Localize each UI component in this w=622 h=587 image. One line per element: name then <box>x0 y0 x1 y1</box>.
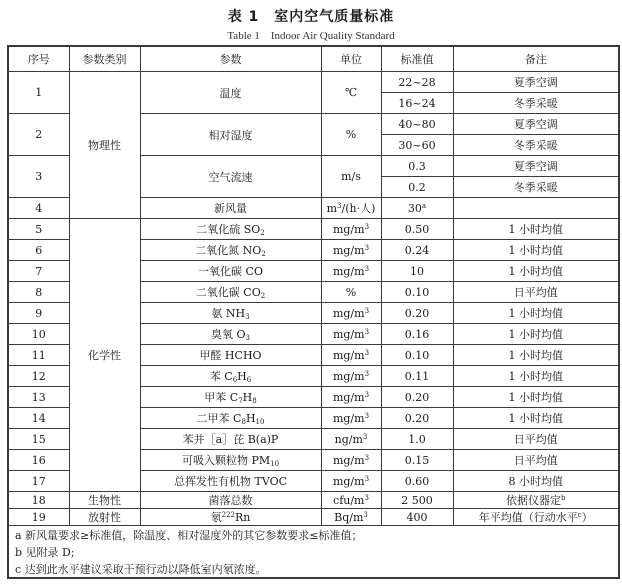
row-value: 22~28 <box>381 72 453 93</box>
row-no: 1 <box>8 72 69 114</box>
header-category: 参数类别 <box>69 46 140 72</box>
category-physical: 物理性 <box>69 72 140 219</box>
row-remark: 冬季采暖 <box>453 177 619 198</box>
row-remark: 1 小时均值 <box>453 366 619 387</box>
row-remark: 日平均值 <box>453 450 619 471</box>
row-unit: $mg/m^3$ <box>321 471 381 492</box>
row-unit: % <box>321 282 381 303</box>
row-param: 氡$^{222}$Rn <box>140 509 321 526</box>
row-param: 空气流速 <box>140 156 321 198</box>
row-param: 甲醛 HCHO <box>140 345 321 366</box>
row-remark: 依据仪器定$^b$ <box>453 492 619 509</box>
row-unit: $Bq/m^3$ <box>321 509 381 526</box>
footnote-row <box>8 543 619 560</box>
row-no: 3 <box>8 156 69 198</box>
row-no: 6 <box>8 240 69 261</box>
category-chemical: 化学性 <box>69 219 140 492</box>
row-param: 二氧化碳 $CO_2$ <box>140 282 321 303</box>
row-no: 18 <box>8 492 69 509</box>
row-value: 10 <box>381 261 453 282</box>
row-unit: $mg/m^3$ <box>321 303 381 324</box>
row-value: 2 500 <box>381 492 453 509</box>
row-param: 二氧化硫 $SO_2$ <box>140 219 321 240</box>
row-unit: ℃ <box>321 72 381 114</box>
row-value: 0.60 <box>381 471 453 492</box>
row-unit: % <box>321 114 381 156</box>
row-no: 10 <box>8 324 69 345</box>
table-subtitle: Table 1 Indoor Air Quality Standard <box>227 30 395 42</box>
row-no: 11 <box>8 345 69 366</box>
row-value: 0.15 <box>381 450 453 471</box>
row-unit: $mg/m^3$ <box>321 261 381 282</box>
row-remark: 冬季采暖 <box>453 135 619 156</box>
row-param: 臭氧 $O_3$ <box>140 324 321 345</box>
row-remark: 1 小时均值 <box>453 261 619 282</box>
row-value: 0.20 <box>381 408 453 429</box>
row-value: 0.3 <box>381 156 453 177</box>
row-remark: 8 小时均值 <box>453 471 619 492</box>
row-value: 0.2 <box>381 177 453 198</box>
row-no: 7 <box>8 261 69 282</box>
footnote-row <box>8 560 619 578</box>
header-parameter: 参数 <box>140 46 321 72</box>
row-remark: 1 小时均值 <box>453 387 619 408</box>
row-no: 8 <box>8 282 69 303</box>
footnote-a: a 新风量要求≥标准值，除温度、相对湿度外的其它参数要求≤标准值； <box>8 526 619 544</box>
row-unit: $mg/m^3$ <box>321 219 381 240</box>
row-unit: $mg/m^3$ <box>321 345 381 366</box>
row-no: 4 <box>8 198 69 219</box>
header-unit: 单位 <box>321 46 381 72</box>
row-param: 温度 <box>140 72 321 114</box>
header-no: 序号 <box>8 46 69 72</box>
row-unit: $mg/m^3$ <box>321 450 381 471</box>
row-remark: 1 小时均值 <box>453 240 619 261</box>
row-remark <box>453 198 619 219</box>
row-remark: 1 小时均值 <box>453 303 619 324</box>
row-value: 0.11 <box>381 366 453 387</box>
row-param: 可吸入颗粒物 $PM_{10}$ <box>140 450 321 471</box>
footnote-c: c 达到此水平建议采取干预行动以降低室内氡浓度。 <box>8 560 619 578</box>
row-param: 氨 $NH_3$ <box>140 303 321 324</box>
header-row <box>8 46 619 72</box>
row-param: 菌落总数 <box>140 492 321 509</box>
row-remark: 年平均值（行动水平$^c$） <box>453 509 619 526</box>
row-remark: 夏季空调 <box>453 72 619 93</box>
row-value: 0.16 <box>381 324 453 345</box>
row-unit: $mg/m^3$ <box>321 387 381 408</box>
row-remark: 日平均值 <box>453 429 619 450</box>
row-value: 0.20 <box>381 387 453 408</box>
row-unit: $mg/m^3$ <box>321 240 381 261</box>
row-param: 一氧化碳 CO <box>140 261 321 282</box>
category-radioactive: 放射性 <box>69 509 140 526</box>
row-value: 0.24 <box>381 240 453 261</box>
table-row <box>8 219 619 240</box>
row-no: 19 <box>8 509 69 526</box>
footnote-b: b 见附录 D; <box>8 543 619 560</box>
row-value: 30$^a$ <box>381 198 453 219</box>
row-value: 0.50 <box>381 219 453 240</box>
row-remark: 1 小时均值 <box>453 345 619 366</box>
row-remark: 1 小时均值 <box>453 324 619 345</box>
row-no: 12 <box>8 366 69 387</box>
row-param: 总挥发性有机物 TVOC <box>140 471 321 492</box>
row-no: 16 <box>8 450 69 471</box>
row-value: 0.20 <box>381 303 453 324</box>
row-value: 0.10 <box>381 345 453 366</box>
row-value: 400 <box>381 509 453 526</box>
air-quality-table <box>7 45 620 579</box>
row-value: 30~60 <box>381 135 453 156</box>
row-param: 二甲苯 $C_8H_{10}$ <box>140 408 321 429</box>
row-param: 甲苯 $C_7H_8$ <box>140 387 321 408</box>
row-remark: 夏季空调 <box>453 156 619 177</box>
row-unit: cfu/$m^3$ <box>321 492 381 509</box>
row-param: 苯 $C_6H_6$ <box>140 366 321 387</box>
header-remark: 备注 <box>453 46 619 72</box>
row-unit: $mg/m^3$ <box>321 408 381 429</box>
row-unit: $mg/m^3$ <box>321 366 381 387</box>
row-unit: $m^3/(h\cdot$人) <box>321 198 381 219</box>
row-unit: m/s <box>321 156 381 198</box>
footnote-row <box>8 526 619 544</box>
table-row <box>8 509 619 526</box>
table-row <box>8 492 619 509</box>
row-no: 13 <box>8 387 69 408</box>
table-title: 表 1 室内空气质量标准 <box>227 9 395 25</box>
row-value: 0.10 <box>381 282 453 303</box>
header-standard-value: 标准值 <box>381 46 453 72</box>
row-no: 9 <box>8 303 69 324</box>
row-param: 苯并［a］芘 B(a)P <box>140 429 321 450</box>
row-value: 16~24 <box>381 93 453 114</box>
row-param: 新风量 <box>140 198 321 219</box>
row-no: 14 <box>8 408 69 429</box>
row-remark: 冬季采暖 <box>453 93 619 114</box>
row-remark: 1 小时均值 <box>453 408 619 429</box>
category-biological: 生物性 <box>69 492 140 509</box>
row-param: 相对湿度 <box>140 114 321 156</box>
row-param: 二氧化氮 $NO_2$ <box>140 240 321 261</box>
row-value: 1.0 <box>381 429 453 450</box>
row-remark: 日平均值 <box>453 282 619 303</box>
row-no: 17 <box>8 471 69 492</box>
row-no: 15 <box>8 429 69 450</box>
row-no: 5 <box>8 219 69 240</box>
row-unit: $mg/m^3$ <box>321 324 381 345</box>
table-row <box>8 72 619 93</box>
row-remark: 1 小时均值 <box>453 219 619 240</box>
row-unit: $ng/m^3$ <box>321 429 381 450</box>
row-value: 40~80 <box>381 114 453 135</box>
row-remark: 夏季空调 <box>453 114 619 135</box>
row-no: 2 <box>8 114 69 156</box>
